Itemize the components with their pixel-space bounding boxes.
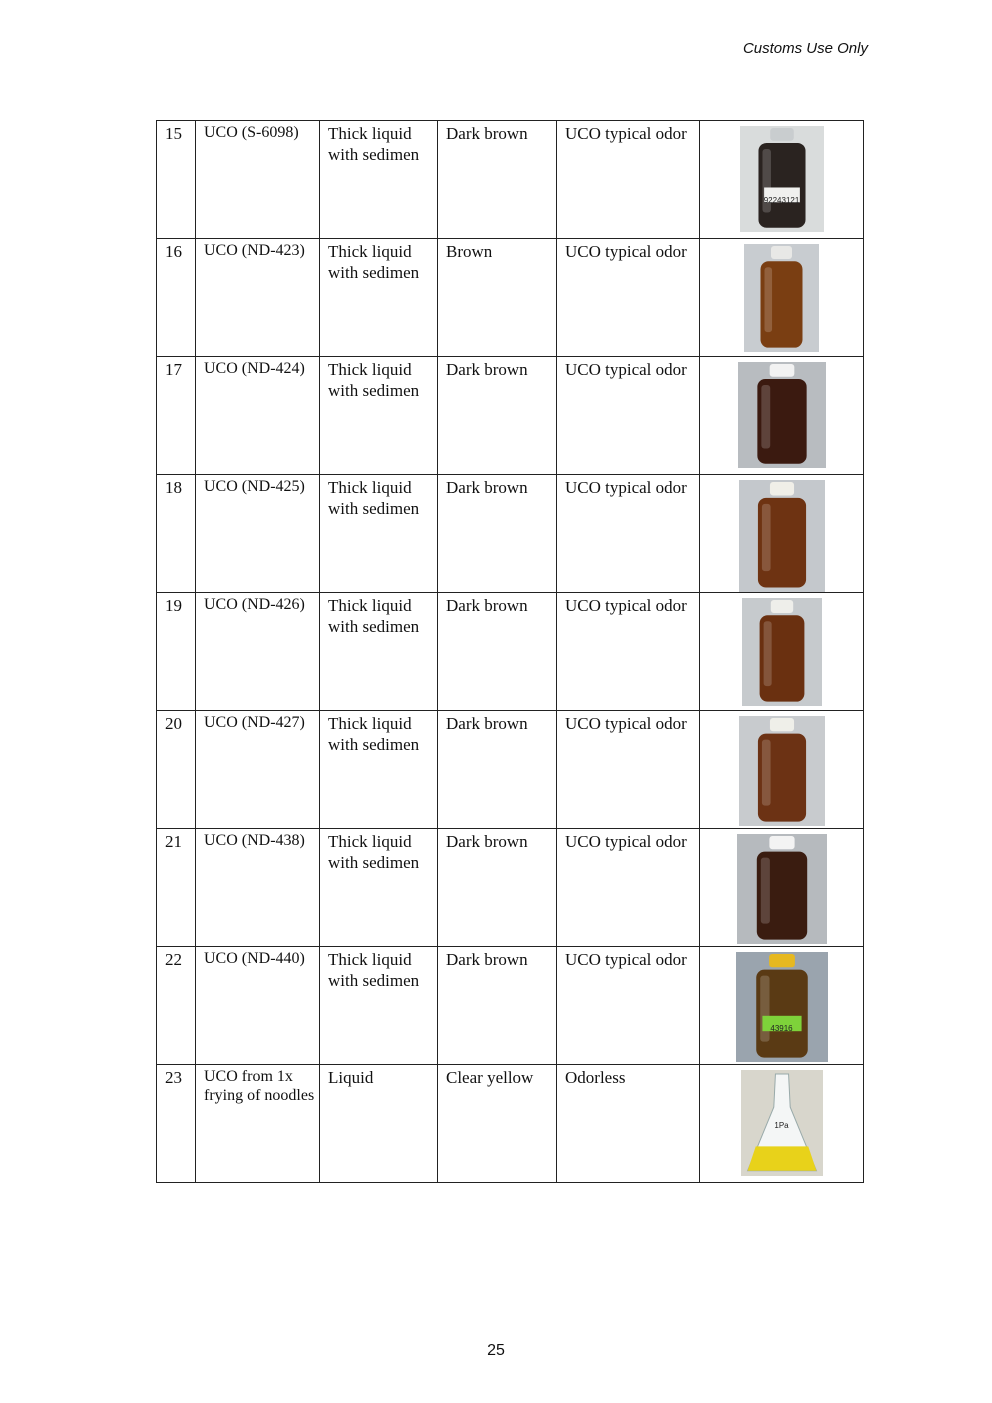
table-row xyxy=(157,593,864,711)
sample-id-cell: UCO (ND-440) xyxy=(196,947,320,1065)
sample-number-cell: 21 xyxy=(157,829,196,947)
sample-photo-cell xyxy=(700,1065,864,1183)
sample-id-cell: UCO (ND-424) xyxy=(196,357,320,475)
form-cell: Thick liquid with sedimen xyxy=(320,475,438,593)
sample-bottle-photo xyxy=(742,598,822,706)
sample-photo-cell xyxy=(700,121,864,239)
odor-cell: UCO typical odor xyxy=(557,121,700,239)
table-row xyxy=(157,121,864,239)
sample-number-cell: 22 xyxy=(157,947,196,1065)
sample-photo-cell xyxy=(700,239,864,357)
sample-bottle-photo xyxy=(739,480,825,592)
odor-cell: UCO typical odor xyxy=(557,475,700,593)
sample-bottle-photo xyxy=(736,952,828,1062)
sample-bottle-photo xyxy=(741,1070,823,1176)
form-cell: Thick liquid with sedimen xyxy=(320,947,438,1065)
color-cell: Dark brown xyxy=(438,121,557,239)
header-label: Customs Use Only xyxy=(742,40,868,57)
color-cell: Dark brown xyxy=(438,947,557,1065)
photo-label-text: 1Pa xyxy=(774,1121,789,1130)
odor-cell: UCO typical odor xyxy=(557,357,700,475)
color-cell: Brown xyxy=(438,239,557,357)
sample-bottle-photo xyxy=(738,362,826,468)
sample-id-cell: UCO (ND-426) xyxy=(196,593,320,711)
odor-cell: UCO typical odor xyxy=(557,593,700,711)
color-cell: Dark brown xyxy=(438,711,557,829)
sample-number-cell: 23 xyxy=(157,1065,196,1183)
sample-id-cell: UCO (ND-425) xyxy=(196,475,320,593)
table-row xyxy=(157,239,864,357)
table-row xyxy=(157,829,864,947)
sample-id-cell: UCO (ND-438) xyxy=(196,829,320,947)
sample-bottle-photo xyxy=(744,244,819,352)
table-row xyxy=(157,1065,864,1183)
page-number: 25 xyxy=(487,1342,505,1359)
sample-id-cell: UCO (S-6098) xyxy=(196,121,320,239)
odor-cell: UCO typical odor xyxy=(557,947,700,1065)
sample-id-cell: UCO from 1x frying of noodles xyxy=(196,1065,320,1183)
sample-id-cell: UCO (ND-427) xyxy=(196,711,320,829)
form-cell: Thick liquid with sedimen xyxy=(320,357,438,475)
form-cell: Thick liquid with sedimen xyxy=(320,121,438,239)
color-cell: Dark brown xyxy=(438,475,557,593)
form-cell: Thick liquid with sedimen xyxy=(320,593,438,711)
odor-cell: UCO typical odor xyxy=(557,829,700,947)
odor-cell: Odorless xyxy=(557,1065,700,1183)
odor-cell: UCO typical odor xyxy=(557,239,700,357)
sample-number-cell: 19 xyxy=(157,593,196,711)
sample-bottle-photo xyxy=(740,126,824,232)
samples-table xyxy=(156,120,864,1183)
sample-photo-cell xyxy=(700,475,864,593)
color-cell: Dark brown xyxy=(438,829,557,947)
form-cell: Liquid xyxy=(320,1065,438,1183)
samples-table-body xyxy=(157,121,864,1183)
photo-label-text: 92243121 xyxy=(763,196,800,205)
sample-number-cell: 17 xyxy=(157,357,196,475)
form-cell: Thick liquid with sedimen xyxy=(320,829,438,947)
color-cell: Clear yellow xyxy=(438,1065,557,1183)
form-cell: Thick liquid with sedimen xyxy=(320,239,438,357)
sample-number-cell: 16 xyxy=(157,239,196,357)
sample-bottle-photo xyxy=(737,834,827,944)
sample-id-cell: UCO (ND-423) xyxy=(196,239,320,357)
photo-label-text: 43916 xyxy=(770,1024,793,1033)
table-row xyxy=(157,357,864,475)
sample-photo-cell xyxy=(700,357,864,475)
table-row xyxy=(157,475,864,593)
sample-photo-cell xyxy=(700,593,864,711)
color-cell: Dark brown xyxy=(438,357,557,475)
sample-number-cell: 20 xyxy=(157,711,196,829)
sample-bottle-photo xyxy=(739,716,825,826)
sample-photo-cell xyxy=(700,829,864,947)
form-cell: Thick liquid with sedimen xyxy=(320,711,438,829)
table-row xyxy=(157,947,864,1065)
sample-photo-cell xyxy=(700,711,864,829)
color-cell: Dark brown xyxy=(438,593,557,711)
sample-number-cell: 15 xyxy=(157,121,196,239)
sample-number-cell: 18 xyxy=(157,475,196,593)
odor-cell: UCO typical odor xyxy=(557,711,700,829)
table-row xyxy=(157,711,864,829)
sample-photo-cell xyxy=(700,947,864,1065)
